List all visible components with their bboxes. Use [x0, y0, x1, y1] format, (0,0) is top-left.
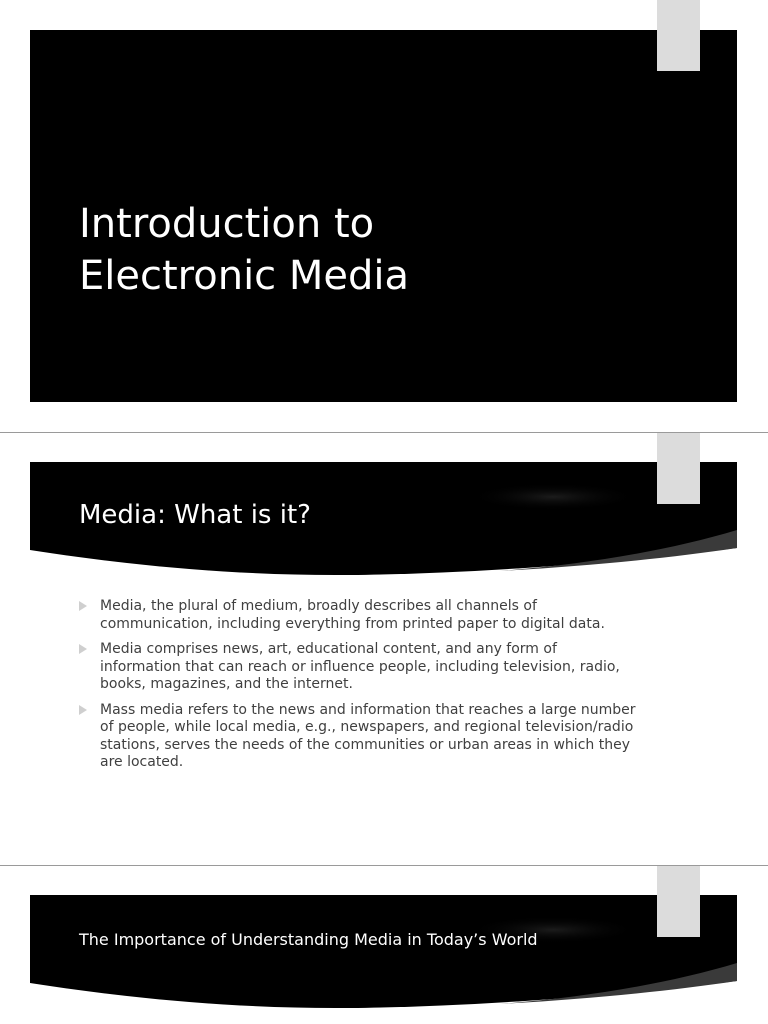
slide-tab-marker	[657, 433, 700, 504]
triangle-bullet-icon	[79, 644, 87, 654]
list-item	[78, 598, 638, 633]
triangle-bullet-icon	[79, 601, 87, 611]
list-item	[78, 641, 638, 694]
slide-tab-marker	[657, 0, 700, 71]
slide-importance-of-media	[0, 866, 768, 1024]
header-band	[30, 895, 737, 1011]
presentation-title: Introduction to Electronic Media	[79, 201, 410, 299]
slide-tab-marker	[657, 866, 700, 937]
header-band-shape	[30, 895, 737, 1011]
slide-heading: The Importance of Understanding Media in Today’s World	[79, 930, 538, 949]
bullet-text: Media, the plural of medium, broadly describes all channels of communication, including everything from printed paper to digital data.	[100, 598, 605, 632]
slide-title	[0, 0, 768, 432]
slide-heading: Media: What is it?	[79, 500, 311, 530]
slide-media-what-is-it	[0, 433, 768, 865]
triangle-bullet-icon	[79, 705, 87, 715]
bullet-list	[78, 598, 638, 780]
bullet-text: Mass media refers to the news and information that reaches a large number of people, while local media, e.g., newspapers, and regional television/radio stations, serves the needs of the communities or urban areas in which they are located.	[100, 701, 636, 770]
list-item	[78, 702, 638, 772]
bullet-text: Media comprises news, art, educational content, and any form of information that can reach or influence people, including television, radio, books, magazines, and the internet.	[100, 641, 620, 692]
